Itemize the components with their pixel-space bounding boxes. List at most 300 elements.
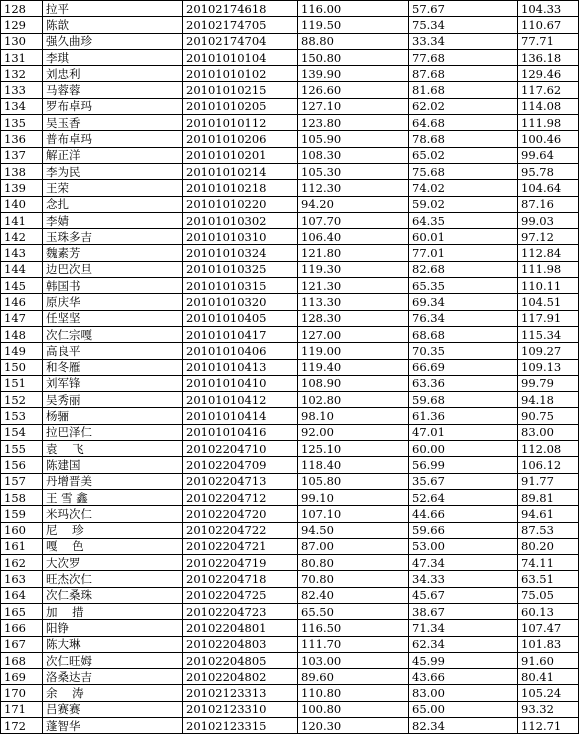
row-number-cell: 128 [1, 1, 43, 17]
score-b-cell: 65.00 [409, 701, 518, 717]
total-score-cell: 117.91 [518, 310, 579, 326]
id-number-cell: 20101010218 [183, 180, 298, 196]
id-number-cell: 20101010416 [183, 424, 298, 440]
row-number-cell: 129 [1, 17, 43, 33]
name-cell: 袁 飞 [43, 441, 183, 457]
score-a-cell: 119.40 [298, 359, 409, 375]
score-a-cell: 107.70 [298, 212, 409, 228]
score-b-cell: 82.34 [409, 718, 518, 734]
score-a-cell: 123.80 [298, 115, 409, 131]
score-a-cell: 105.80 [298, 473, 409, 489]
row-number-cell: 156 [1, 457, 43, 473]
name-cell: 李琪 [43, 49, 183, 65]
name-cell: 拉巴泽仁 [43, 424, 183, 440]
score-a-cell: 108.30 [298, 147, 409, 163]
score-a-cell: 126.60 [298, 82, 409, 98]
score-b-cell: 70.35 [409, 343, 518, 359]
total-score-cell: 109.27 [518, 343, 579, 359]
name-cell: 余 涛 [43, 685, 183, 701]
table-row [1, 66, 579, 82]
row-number-cell: 131 [1, 49, 43, 65]
total-score-cell: 87.16 [518, 196, 579, 212]
name-cell: 和冬雁 [43, 359, 183, 375]
name-cell: 陈歆 [43, 17, 183, 33]
table-row [1, 506, 579, 522]
id-number-cell: 20101010220 [183, 196, 298, 212]
score-b-cell: 61.36 [409, 408, 518, 424]
score-a-cell: 125.10 [298, 441, 409, 457]
total-score-cell: 136.18 [518, 49, 579, 65]
table-row [1, 98, 579, 114]
score-b-cell: 38.67 [409, 603, 518, 619]
name-cell: 次仁桑珠 [43, 587, 183, 603]
total-score-cell: 104.51 [518, 294, 579, 310]
score-b-cell: 87.68 [409, 66, 518, 82]
score-b-cell: 60.00 [409, 441, 518, 457]
id-number-cell: 20101010410 [183, 375, 298, 391]
id-number-cell: 20102123313 [183, 685, 298, 701]
score-b-cell: 71.34 [409, 620, 518, 636]
total-score-cell: 112.84 [518, 245, 579, 261]
score-b-cell: 77.68 [409, 49, 518, 65]
total-score-cell: 101.83 [518, 636, 579, 652]
id-number-cell: 20101010102 [183, 66, 298, 82]
score-b-cell: 47.34 [409, 555, 518, 571]
id-number-cell: 20101010406 [183, 343, 298, 359]
table-row [1, 408, 579, 424]
row-number-cell: 133 [1, 82, 43, 98]
score-a-cell: 108.90 [298, 375, 409, 391]
total-score-cell: 112.71 [518, 718, 579, 734]
table-row [1, 473, 579, 489]
name-cell: 玉珠多吉 [43, 229, 183, 245]
score-b-cell: 45.67 [409, 587, 518, 603]
score-b-cell: 59.02 [409, 196, 518, 212]
table-row [1, 718, 579, 734]
score-b-cell: 69.34 [409, 294, 518, 310]
id-number-cell: 20102204713 [183, 473, 298, 489]
table-row [1, 180, 579, 196]
row-number-cell: 159 [1, 506, 43, 522]
name-cell: 次仁宗嘎 [43, 326, 183, 342]
row-number-cell: 137 [1, 147, 43, 163]
total-score-cell: 111.98 [518, 115, 579, 131]
total-score-cell: 99.79 [518, 375, 579, 391]
table-row [1, 33, 579, 49]
row-number-cell: 134 [1, 98, 43, 114]
total-score-cell: 80.41 [518, 669, 579, 685]
table-row [1, 115, 579, 131]
score-b-cell: 75.68 [409, 163, 518, 179]
total-score-cell: 91.77 [518, 473, 579, 489]
name-cell: 陈建国 [43, 457, 183, 473]
score-b-cell: 62.02 [409, 98, 518, 114]
score-b-cell: 78.68 [409, 131, 518, 147]
id-number-cell: 20102123315 [183, 718, 298, 734]
id-number-cell: 20101010201 [183, 147, 298, 163]
name-cell: 米玛次仁 [43, 506, 183, 522]
table-row [1, 131, 579, 147]
id-number-cell: 20101010417 [183, 326, 298, 342]
name-cell: 强久曲珍 [43, 33, 183, 49]
id-number-cell: 20102204721 [183, 538, 298, 554]
id-number-cell: 20102174705 [183, 17, 298, 33]
name-cell: 王 雪 鑫 [43, 489, 183, 505]
name-cell: 杨骊 [43, 408, 183, 424]
row-number-cell: 138 [1, 163, 43, 179]
table-row [1, 229, 579, 245]
id-number-cell: 20102204718 [183, 571, 298, 587]
score-a-cell: 70.80 [298, 571, 409, 587]
table-row [1, 147, 579, 163]
id-number-cell: 20102204802 [183, 669, 298, 685]
score-b-cell: 62.34 [409, 636, 518, 652]
total-score-cell: 75.05 [518, 587, 579, 603]
id-number-cell: 20102204709 [183, 457, 298, 473]
name-cell: 嘎 色 [43, 538, 183, 554]
id-number-cell: 20101010205 [183, 98, 298, 114]
row-number-cell: 168 [1, 652, 43, 668]
total-score-cell: 89.81 [518, 489, 579, 505]
id-number-cell: 20101010412 [183, 392, 298, 408]
id-number-cell: 20102204719 [183, 555, 298, 571]
score-a-cell: 150.80 [298, 49, 409, 65]
score-a-cell: 119.00 [298, 343, 409, 359]
score-a-cell: 107.10 [298, 506, 409, 522]
id-number-cell: 20101010206 [183, 131, 298, 147]
table-row [1, 245, 579, 261]
row-number-cell: 167 [1, 636, 43, 652]
total-score-cell: 110.11 [518, 278, 579, 294]
row-number-cell: 135 [1, 115, 43, 131]
row-number-cell: 171 [1, 701, 43, 717]
table-row [1, 555, 579, 571]
table-row [1, 163, 579, 179]
name-cell: 魏素芳 [43, 245, 183, 261]
table-row [1, 571, 579, 587]
score-b-cell: 64.35 [409, 212, 518, 228]
total-score-cell: 117.62 [518, 82, 579, 98]
row-number-cell: 172 [1, 718, 43, 734]
id-number-cell: 20101010405 [183, 310, 298, 326]
table-row [1, 701, 579, 717]
id-number-cell: 20102204803 [183, 636, 298, 652]
total-score-cell: 90.75 [518, 408, 579, 424]
row-number-cell: 146 [1, 294, 43, 310]
row-number-cell: 163 [1, 571, 43, 587]
total-score-cell: 87.53 [518, 522, 579, 538]
name-cell: 原庆华 [43, 294, 183, 310]
total-score-cell: 114.08 [518, 98, 579, 114]
row-number-cell: 148 [1, 326, 43, 342]
total-score-cell: 100.46 [518, 131, 579, 147]
id-number-cell: 20102204712 [183, 489, 298, 505]
row-number-cell: 152 [1, 392, 43, 408]
name-cell: 王荣 [43, 180, 183, 196]
total-score-cell: 107.47 [518, 620, 579, 636]
score-a-cell: 113.30 [298, 294, 409, 310]
table-row [1, 82, 579, 98]
table-row [1, 587, 579, 603]
total-score-cell: 109.13 [518, 359, 579, 375]
table-row [1, 669, 579, 685]
table-row [1, 278, 579, 294]
total-score-cell: 99.64 [518, 147, 579, 163]
name-cell: 韩国书 [43, 278, 183, 294]
total-score-cell: 60.13 [518, 603, 579, 619]
total-score-cell: 77.71 [518, 33, 579, 49]
score-b-cell: 65.02 [409, 147, 518, 163]
name-cell: 普布卓玛 [43, 131, 183, 147]
score-a-cell: 100.80 [298, 701, 409, 717]
score-b-cell: 64.68 [409, 115, 518, 131]
name-cell: 罗布卓玛 [43, 98, 183, 114]
id-number-cell: 20101010104 [183, 49, 298, 65]
total-score-cell: 104.33 [518, 1, 579, 17]
score-b-cell: 77.01 [409, 245, 518, 261]
total-score-cell: 111.98 [518, 261, 579, 277]
row-number-cell: 141 [1, 212, 43, 228]
id-number-cell: 20102123310 [183, 701, 298, 717]
score-a-cell: 65.50 [298, 603, 409, 619]
name-cell: 阳铮 [43, 620, 183, 636]
score-b-cell: 75.34 [409, 17, 518, 33]
name-cell: 吕赛赛 [43, 701, 183, 717]
name-cell: 念扎 [43, 196, 183, 212]
row-number-cell: 150 [1, 359, 43, 375]
score-b-cell: 76.34 [409, 310, 518, 326]
name-cell: 丹增晋美 [43, 473, 183, 489]
row-number-cell: 157 [1, 473, 43, 489]
id-number-cell: 20102204722 [183, 522, 298, 538]
score-a-cell: 120.30 [298, 718, 409, 734]
table-row [1, 17, 579, 33]
name-cell: 刘忠利 [43, 66, 183, 82]
name-cell: 大次罗 [43, 555, 183, 571]
table-row [1, 1, 579, 17]
name-cell: 吴秀丽 [43, 392, 183, 408]
score-a-cell: 139.90 [298, 66, 409, 82]
score-a-cell: 98.10 [298, 408, 409, 424]
id-number-cell: 20102204805 [183, 652, 298, 668]
score-a-cell: 88.80 [298, 33, 409, 49]
id-number-cell: 20101010324 [183, 245, 298, 261]
total-score-cell: 74.11 [518, 555, 579, 571]
id-number-cell: 20101010413 [183, 359, 298, 375]
table-row [1, 457, 579, 473]
row-number-cell: 130 [1, 33, 43, 49]
score-a-cell: 118.40 [298, 457, 409, 473]
score-b-cell: 56.99 [409, 457, 518, 473]
name-cell: 解正洋 [43, 147, 183, 163]
score-b-cell: 53.00 [409, 538, 518, 554]
id-number-cell: 20102174618 [183, 1, 298, 17]
row-number-cell: 158 [1, 489, 43, 505]
total-score-cell: 110.67 [518, 17, 579, 33]
score-a-cell: 92.00 [298, 424, 409, 440]
row-number-cell: 151 [1, 375, 43, 391]
score-a-cell: 105.30 [298, 163, 409, 179]
score-b-cell: 81.68 [409, 82, 518, 98]
table-row [1, 196, 579, 212]
score-b-cell: 63.36 [409, 375, 518, 391]
table-row [1, 620, 579, 636]
row-number-cell: 160 [1, 522, 43, 538]
total-score-cell: 129.46 [518, 66, 579, 82]
score-a-cell: 127.00 [298, 326, 409, 342]
table-row [1, 652, 579, 668]
row-number-cell: 155 [1, 441, 43, 457]
row-number-cell: 143 [1, 245, 43, 261]
id-number-cell: 20102204723 [183, 603, 298, 619]
score-b-cell: 43.66 [409, 669, 518, 685]
row-number-cell: 136 [1, 131, 43, 147]
score-a-cell: 121.80 [298, 245, 409, 261]
name-cell: 拉平 [43, 1, 183, 17]
total-score-cell: 104.64 [518, 180, 579, 196]
row-number-cell: 154 [1, 424, 43, 440]
score-a-cell: 94.50 [298, 522, 409, 538]
row-number-cell: 165 [1, 603, 43, 619]
score-b-cell: 66.69 [409, 359, 518, 375]
score-a-cell: 127.10 [298, 98, 409, 114]
name-cell: 洛桑达吉 [43, 669, 183, 685]
total-score-cell: 105.24 [518, 685, 579, 701]
score-a-cell: 121.30 [298, 278, 409, 294]
total-score-cell: 115.34 [518, 326, 579, 342]
id-number-cell: 20101010315 [183, 278, 298, 294]
id-number-cell: 20101010325 [183, 261, 298, 277]
score-a-cell: 87.00 [298, 538, 409, 554]
table-row [1, 538, 579, 554]
score-b-cell: 59.66 [409, 522, 518, 538]
row-number-cell: 149 [1, 343, 43, 359]
table-row [1, 636, 579, 652]
total-score-cell: 94.61 [518, 506, 579, 522]
total-score-cell: 93.32 [518, 701, 579, 717]
row-number-cell: 147 [1, 310, 43, 326]
id-number-cell: 20101010414 [183, 408, 298, 424]
id-number-cell: 20101010112 [183, 115, 298, 131]
row-number-cell: 145 [1, 278, 43, 294]
name-cell: 吴玉香 [43, 115, 183, 131]
score-a-cell: 94.20 [298, 196, 409, 212]
table-row [1, 392, 579, 408]
score-a-cell: 111.70 [298, 636, 409, 652]
name-cell: 边巴次旦 [43, 261, 183, 277]
id-number-cell: 20101010310 [183, 229, 298, 245]
score-a-cell: 116.50 [298, 620, 409, 636]
row-number-cell: 161 [1, 538, 43, 554]
score-b-cell: 65.35 [409, 278, 518, 294]
row-number-cell: 144 [1, 261, 43, 277]
id-number-cell: 20101010302 [183, 212, 298, 228]
score-a-cell: 80.80 [298, 555, 409, 571]
score-b-cell: 44.66 [409, 506, 518, 522]
table-row [1, 424, 579, 440]
row-number-cell: 162 [1, 555, 43, 571]
row-number-cell: 140 [1, 196, 43, 212]
id-number-cell: 20102204710 [183, 441, 298, 457]
score-a-cell: 119.30 [298, 261, 409, 277]
name-cell: 加 措 [43, 603, 183, 619]
table-row [1, 359, 579, 375]
score-a-cell: 110.80 [298, 685, 409, 701]
score-a-cell: 103.00 [298, 652, 409, 668]
name-cell: 次仁旺姆 [43, 652, 183, 668]
total-score-cell: 97.12 [518, 229, 579, 245]
name-cell: 旺杰次仁 [43, 571, 183, 587]
table-row [1, 326, 579, 342]
total-score-cell: 83.00 [518, 424, 579, 440]
id-number-cell: 20102204801 [183, 620, 298, 636]
name-cell: 尼 珍 [43, 522, 183, 538]
score-a-cell: 112.30 [298, 180, 409, 196]
name-cell: 刘军锋 [43, 375, 183, 391]
table-row [1, 294, 579, 310]
table-row [1, 441, 579, 457]
name-cell: 高良平 [43, 343, 183, 359]
total-score-cell: 95.78 [518, 163, 579, 179]
id-number-cell: 20102204720 [183, 506, 298, 522]
name-cell: 陈大琳 [43, 636, 183, 652]
score-a-cell: 99.10 [298, 489, 409, 505]
score-b-cell: 47.01 [409, 424, 518, 440]
id-number-cell: 20102174704 [183, 33, 298, 49]
score-a-cell: 102.80 [298, 392, 409, 408]
id-number-cell: 20101010215 [183, 82, 298, 98]
table-row [1, 343, 579, 359]
table-row [1, 522, 579, 538]
score-a-cell: 82.40 [298, 587, 409, 603]
total-score-cell: 94.18 [518, 392, 579, 408]
total-score-cell: 91.60 [518, 652, 579, 668]
table-row [1, 49, 579, 65]
row-number-cell: 166 [1, 620, 43, 636]
name-cell: 蓬智华 [43, 718, 183, 734]
score-b-cell: 59.68 [409, 392, 518, 408]
table-row [1, 261, 579, 277]
score-a-cell: 128.30 [298, 310, 409, 326]
total-score-cell: 80.20 [518, 538, 579, 554]
total-score-cell: 106.12 [518, 457, 579, 473]
score-b-cell: 83.00 [409, 685, 518, 701]
score-b-cell: 35.67 [409, 473, 518, 489]
table-row [1, 375, 579, 391]
row-number-cell: 142 [1, 229, 43, 245]
score-table-body [1, 1, 579, 734]
table-row [1, 212, 579, 228]
score-b-cell: 34.33 [409, 571, 518, 587]
score-b-cell: 82.68 [409, 261, 518, 277]
score-b-cell: 60.01 [409, 229, 518, 245]
total-score-cell: 99.03 [518, 212, 579, 228]
id-number-cell: 20101010320 [183, 294, 298, 310]
table-row [1, 603, 579, 619]
row-number-cell: 169 [1, 669, 43, 685]
name-cell: 马蓉蓉 [43, 82, 183, 98]
score-a-cell: 106.40 [298, 229, 409, 245]
id-number-cell: 20102204725 [183, 587, 298, 603]
name-cell: 李婧 [43, 212, 183, 228]
name-cell: 李为民 [43, 163, 183, 179]
score-a-cell: 119.50 [298, 17, 409, 33]
score-a-cell: 89.60 [298, 669, 409, 685]
table-row [1, 489, 579, 505]
score-b-cell: 33.34 [409, 33, 518, 49]
row-number-cell: 132 [1, 66, 43, 82]
score-b-cell: 57.67 [409, 1, 518, 17]
